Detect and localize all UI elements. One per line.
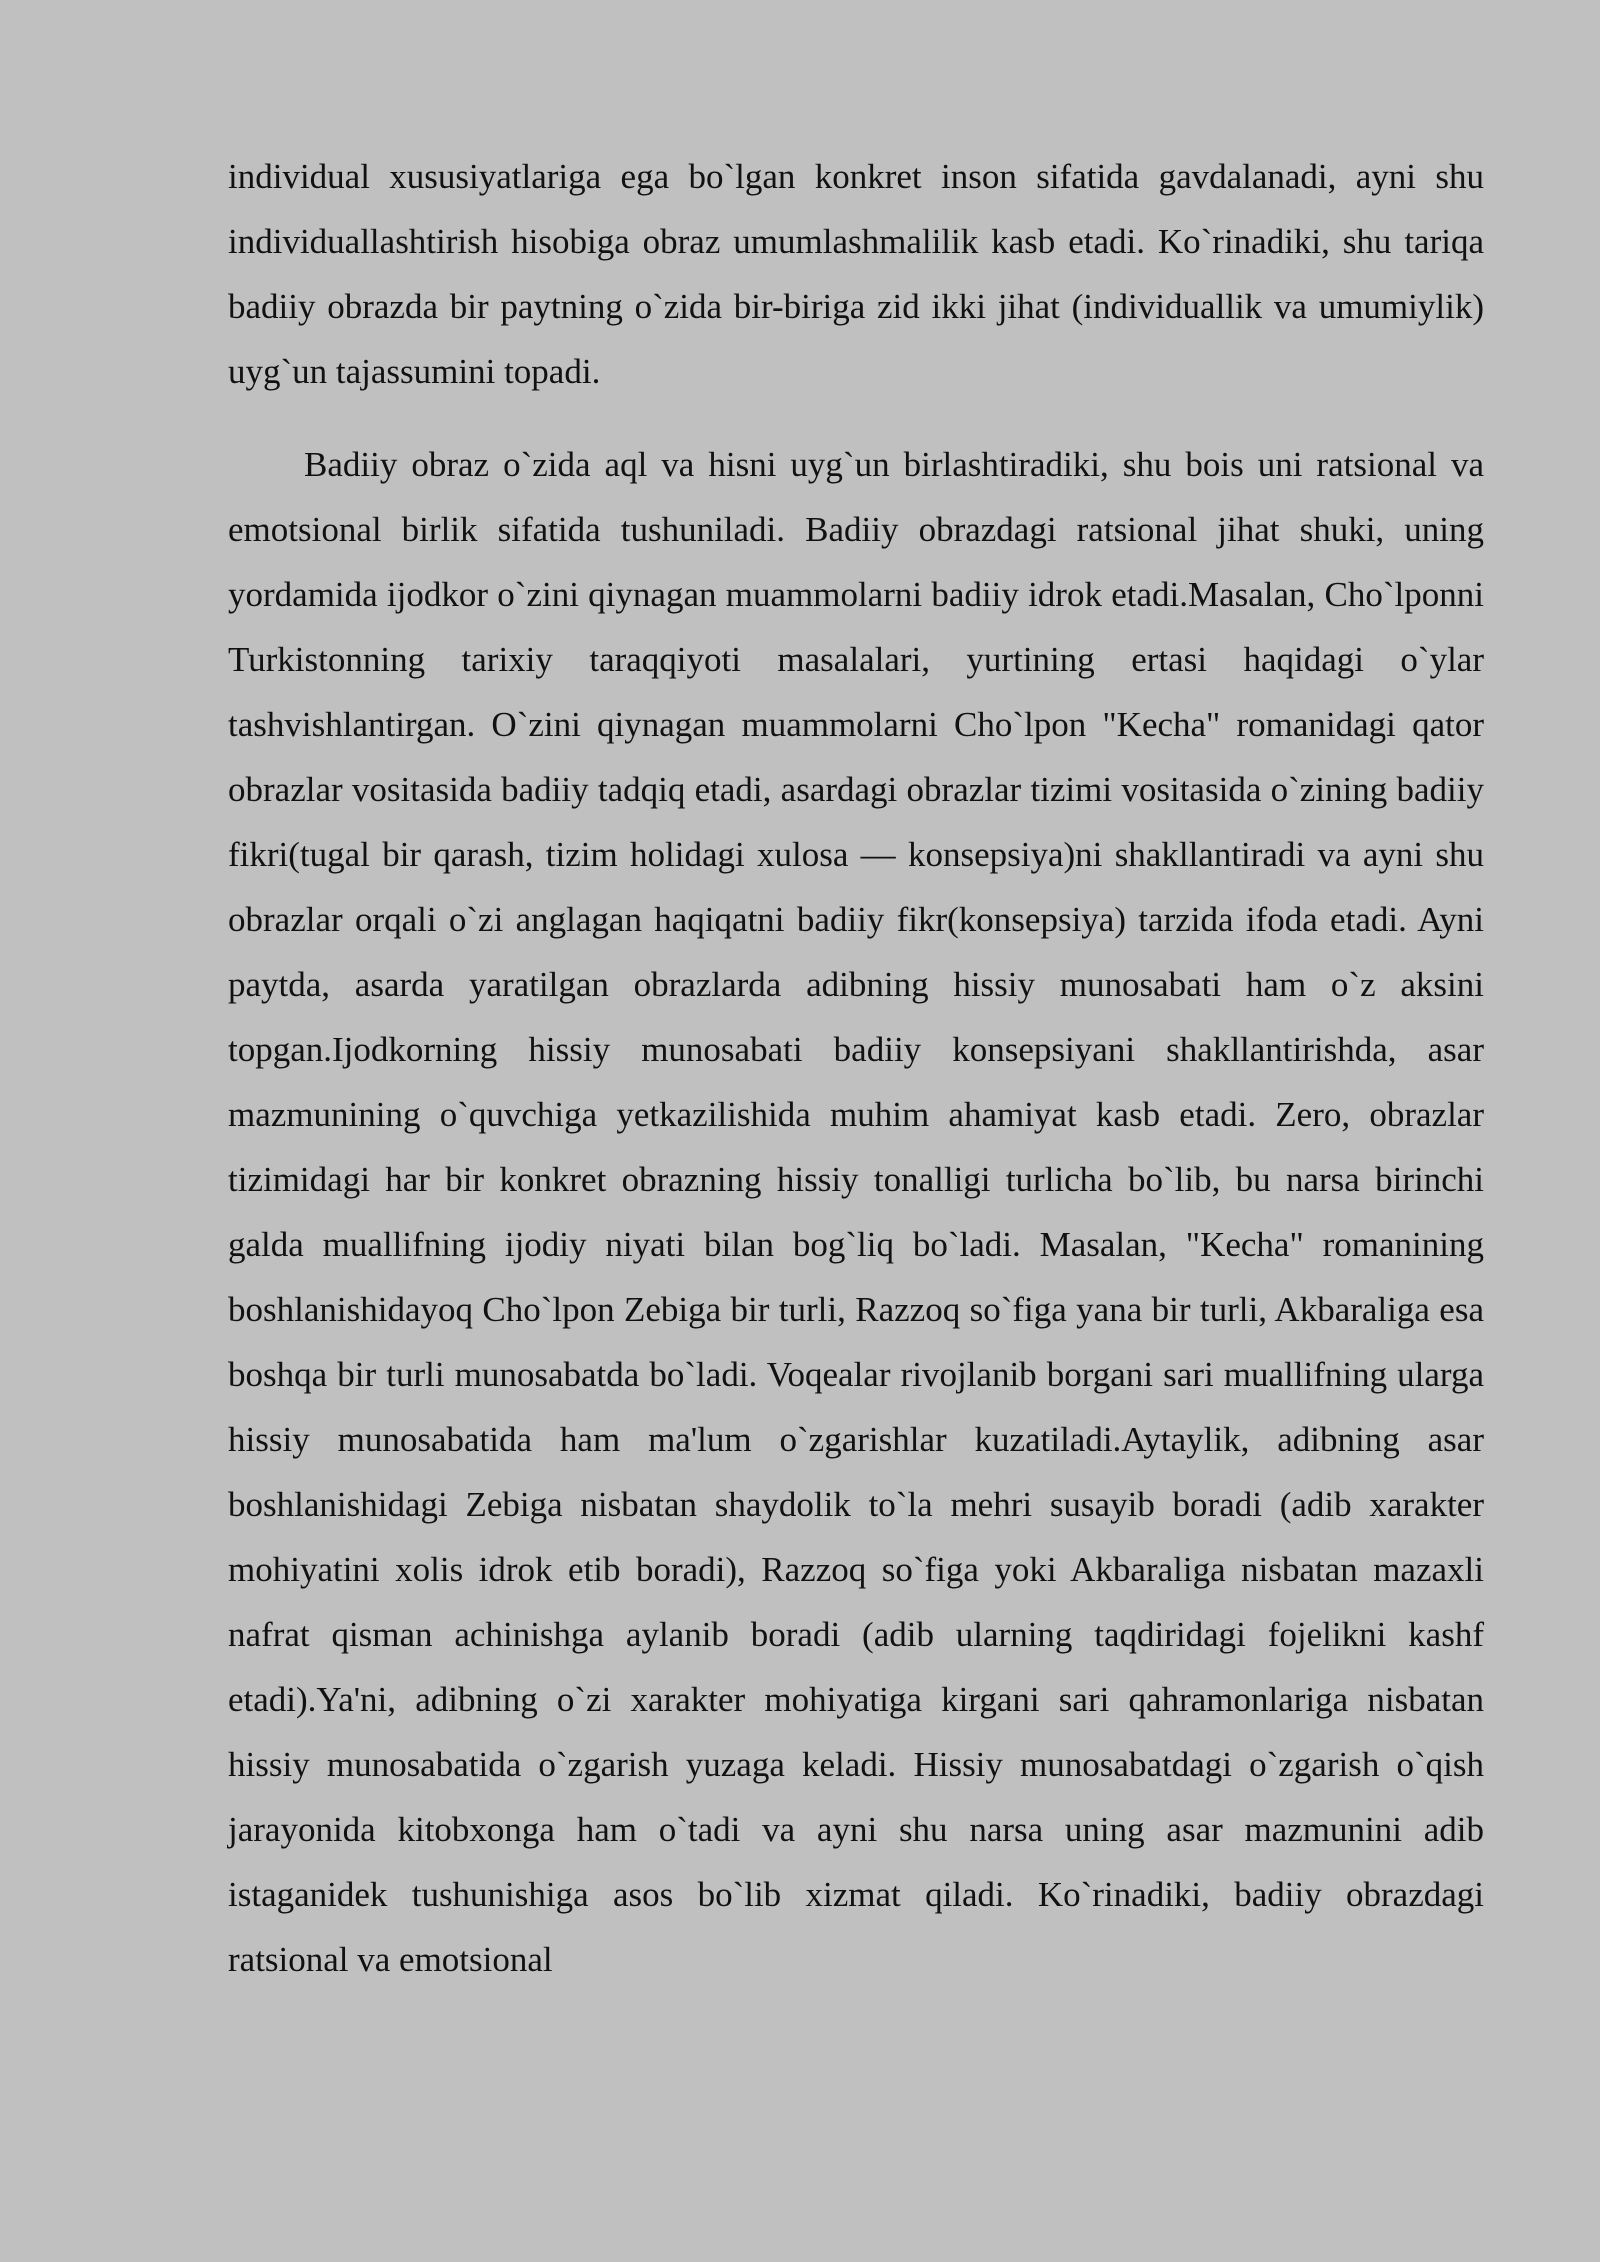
- body-text: [228, 144, 1484, 1992]
- paragraph-2: Badiiy obraz o`zida aql va hisni uyg`un birlashtiradiki, shu bois uni ratsional va emotsional birlik sifatida tushuniladi. Badiiy obrazdagi ratsional jihat shuki, uning yordamida ijodkor o`zini qiynagan muammolarni badiiy idrok etadi.Masalan, Cho`lponni Turkistonning tarixiy taraqqiyoti masalalari, yurtining ertasi haqidagi o`ylar tashvishlantirgan. O`zini qiynagan muammolarni Cho`lpon "Kecha" romanidagi qator obrazlar vositasida badiiy tadqiq etadi, asardagi obrazlar tizimi vositasida o`zining badiiy fikri(tugal bir qarash, tizim holidagi xulosa — konsepsiya)ni shakllantiradi va ayni shu obrazlar orqali o`zi anglagan haqiqatni badiiy fikr(konsepsiya) tarzida ifoda etadi. Ayni paytda, asarda yaratilgan obrazlarda adibning hissiy munosabati ham o`z aksini topgan.Ijodkorning hissiy munosabati badiiy konsepsiyani shakllantirishda, asar mazmunining o`quvchiga yetkazilishida muhim ahamiyat kasb etadi. Zero, obrazlar tizimidagi har bir konkret obrazning hissiy tonalligi turlicha bo`lib, bu narsa birinchi galda muallifning ijodiy niyati bilan bog`liq bo`ladi. Masalan, "Kecha" romanining boshlanishidayoq Cho`lpon Zebiga bir turli, Razzoq so`figa yana bir turli, Akbaraliga esa boshqa bir turli munosabatda bo`ladi. Voqealar rivojlanib borgani sari muallifning ularga hissiy munosabatida ham ma'lum o`zgarishlar kuzatiladi.Aytaylik, adibning asar boshlanishidagi Zebiga nisbatan shaydolik to`la mehri susayib boradi (adib xarakter mohiyatini xolis idrok etib boradi), Razzoq so`figa yoki Akbaraliga nisbatan mazaxli nafrat qisman achinishga aylanib boradi (adib ularning taqdiridagi fojelikni kashf etadi).Ya'ni, adibning o`zi xarakter mohiyatiga kirgani sari qahramonlariga nisbatan hissiy munosabatida o`zgarish yuzaga keladi. Hissiy munosabatdagi o`zgarish o`qish jarayonida kitobxonga ham o`tadi va ayni shu narsa uning asar mazmunini adib istaganidek tushunishiga asos bo`lib xizmat qiladi. Ko`rinadiki, badiiy obrazdagi ratsional va emotsional: [228, 445, 1484, 1979]
- paragraph-1: individual xususiyatlariga ega bo`lgan konkret inson sifatida gavdalanadi, ayni shu individuallashtirish hisobiga obraz umumlashmalilik kasb etadi. Ko`rinadiki, shu tariqa badiiy obrazda bir paytning o`zida bir-biriga zid ikki jihat (individuallik va umumiylik) uyg`un tajassumini topadi.: [228, 157, 1484, 391]
